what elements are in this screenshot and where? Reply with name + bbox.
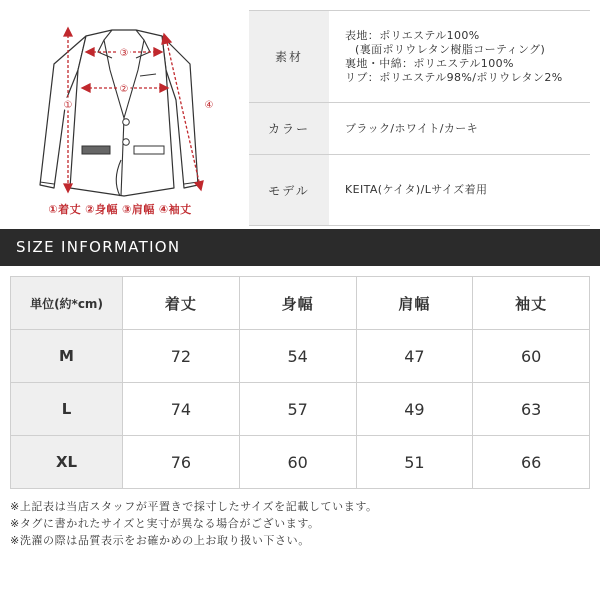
color-line: ブラック/ホワイト/カーキ xyxy=(345,121,479,135)
note-measurement: ※上記表は当店スタッフが平置きで採寸したサイズを記載しています。 xyxy=(10,500,378,513)
legend-sleeve: ④袖丈 xyxy=(158,203,192,216)
measurement-diagram xyxy=(0,0,240,222)
table-cell: 66 xyxy=(473,436,590,489)
table-row xyxy=(11,436,590,489)
spec-row-material xyxy=(249,10,590,102)
column-header-length: 着丈 xyxy=(123,277,240,330)
table-cell: 60 xyxy=(473,330,590,383)
size-label: M xyxy=(11,330,123,383)
table-cell: 74 xyxy=(123,383,240,436)
measurement-legend xyxy=(0,201,240,217)
section-title: SIZE INFORMATION xyxy=(16,238,181,256)
spec-key-material: 素材 xyxy=(249,11,329,102)
marker-2: ② xyxy=(119,84,129,95)
model-line: KEITA(ケイタ)/Lサイズ着用 xyxy=(345,183,488,196)
table-cell: 76 xyxy=(123,436,240,489)
marker-3: ③ xyxy=(119,48,129,59)
jacket-illustration xyxy=(0,0,240,222)
table-cell: 49 xyxy=(356,383,473,436)
table-row xyxy=(11,383,590,436)
size-table xyxy=(10,276,590,489)
size-label: XL xyxy=(11,436,123,489)
table-cell: 51 xyxy=(356,436,473,489)
column-header-width: 身幅 xyxy=(239,277,356,330)
column-header-shoulder: 肩幅 xyxy=(356,277,473,330)
spec-key-model: モデル xyxy=(249,155,329,225)
size-table-header-row xyxy=(11,277,590,330)
note-washing: ※洗濯の際は品質表示をお確かめの上お取り扱い下さい。 xyxy=(10,534,310,547)
table-cell: 57 xyxy=(239,383,356,436)
column-header-sleeve: 袖丈 xyxy=(473,277,590,330)
product-spec-table xyxy=(249,10,590,226)
legend-width: ②身幅 xyxy=(85,203,118,216)
spec-row-color xyxy=(249,102,590,154)
spec-value-model xyxy=(329,155,590,225)
legend-shoulder: ③肩幅 xyxy=(122,203,155,216)
spec-value-color xyxy=(329,103,590,154)
table-cell: 63 xyxy=(473,383,590,436)
unit-header: 単位(約*cm) xyxy=(11,277,123,330)
material-line: 裏地・中綿：ポリエステル100% xyxy=(345,56,514,70)
table-cell: 54 xyxy=(239,330,356,383)
spec-row-model xyxy=(249,154,590,226)
table-cell: 60 xyxy=(239,436,356,489)
material-line: リブ：ポリエステル98%/ポリウレタン2% xyxy=(345,70,563,84)
table-cell: 72 xyxy=(123,330,240,383)
size-notes xyxy=(10,498,378,549)
marker-1: ① xyxy=(63,100,73,111)
table-row xyxy=(11,330,590,383)
size-information-header xyxy=(0,229,600,266)
note-tag-size: ※タグに書かれたサイズと実寸が異なる場合がございます。 xyxy=(10,517,320,530)
material-line: (裏面ポリウレタン樹脂コーティング) xyxy=(355,42,546,56)
material-line: 表地：ポリエステル100% xyxy=(345,28,480,42)
marker-4: ④ xyxy=(204,100,214,111)
spec-key-color: カラー xyxy=(249,103,329,154)
spec-value-material xyxy=(329,11,590,102)
legend-length: ①着丈 xyxy=(48,203,82,216)
size-label: L xyxy=(11,383,123,436)
table-cell: 47 xyxy=(356,330,473,383)
